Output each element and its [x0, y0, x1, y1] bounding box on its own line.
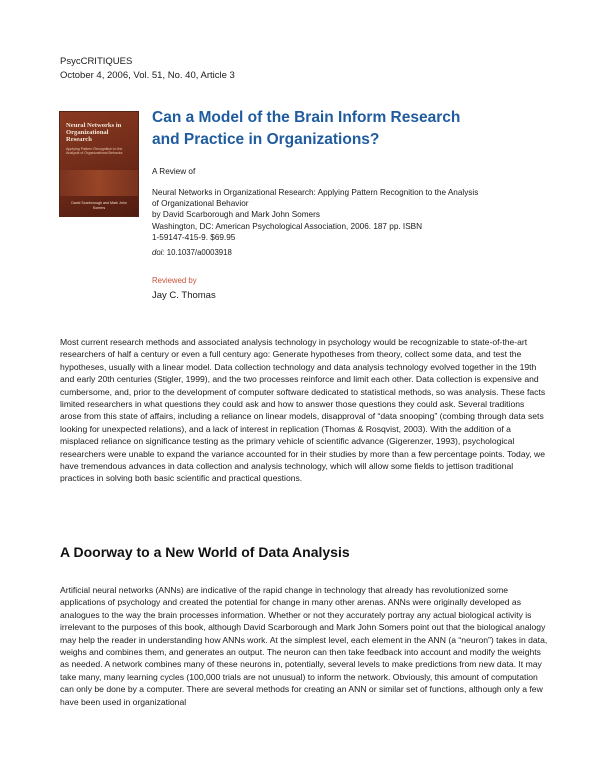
reviewed-by-label: Reviewed by	[152, 276, 197, 285]
section-heading: A Doorway to a New World of Data Analysis	[60, 544, 350, 560]
book-title: Neural Networks in Organizational Research: Applying Pattern Recognition to the Analysis of Organizational Behavior	[152, 188, 479, 208]
publisher-info: Washington, DC: American Psychological Association, 2006. 187 pp. ISBN	[152, 222, 423, 231]
review-of-label: A Review of	[152, 167, 196, 176]
isbn-price: 1-59147-415-9. $69.95	[152, 233, 236, 242]
cover-authors: David Scarborough and Mark John Somers	[71, 201, 127, 210]
cover-title: Neural Networks in Organizational Research	[66, 122, 122, 144]
journal-name: PsycCRITIQUES	[60, 56, 133, 67]
reviewer-name: Jay C. Thomas	[152, 290, 216, 301]
body-paragraph-1: Most current research methods and associated analysis technology in psychology would be recognizable to state-of-the-art researchers of half a century or even a full century ago: Generate hypotheses from theory, collect some data, and test the hypotheses, usually with a linear model. Data collection technology and data analysis technology evolved together in the 19th and early 20th centuries (Stigler, 1999), and the two processes reinforce and limit each other. Data collection is expensive and cumbersome, and, prior to the development of computer software dedicated to statistical methods, so was analysis. These facts limited researchers in what questions they could ask and how to answer those questions they could ask. Several traditions arose from this state of affairs, including a reliance on linear models, disapproval of “data snooping” (combing through data sets looking for unexpected relations), and a lack of interest in replication (Thomas & Rosqvist, 2003). With the addition of a misplaced reliance on significance testing as the primary vehicle of scientific advance (Gigerenzer, 1993), psychological researchers were unable to expand the variance accounted for in their studies by more than a few percentage points. Today, we have tremendous advances in data collection and analysis technology, which will allow some fields to jettison traditional practices in solving both basic scientific and practical questions.	[60, 337, 546, 484]
cover-subtitle: Applying Pattern Recognition to the Analysis of Organizational Behavior	[66, 147, 123, 156]
journal-header	[60, 55, 235, 83]
body-paragraph-2: Artificial neural networks (ANNs) are indicative of the rapid change in technology that already has revolutionized some applications of psychology and created the potential for change in many other arenas. ANNs were originally developed as analogues to the way the brain processes information. Whether or not they accurately portray any actual biological activity is irrelevant to the purposes of this book, although David Scarborough and Mark John Somers point out that the biological analogy may help the reader in understanding how ANNs work. At the simplest level, each element in the ANN (a “neuron”) takes in data, weighs and combines them, and generates an output. The neuron can then take feedback into account and modify the weights as needed. A network combines many of these neurons in, potentially, several levels to make predictions from new data. It may take many, many learning cycles (100,000 trials are not unusual) to inform the network. Obviously, this amount of computation can only be done by a computer. There are several methods for creating an ANN or similar set of functions, although only a few have been used in organizational	[60, 585, 548, 707]
doi-line	[152, 247, 232, 258]
journal-citation: October 4, 2006, Vol. 51, No. 40, Article 3	[60, 70, 235, 81]
book-cover-image	[60, 112, 138, 216]
review-title: Can a Model of the Brain Inform Research and Practice in Organizations?	[152, 109, 461, 148]
doi-value: 10.1037/a0003918	[166, 248, 232, 257]
book-authors: by David Scarborough and Mark John Somers	[152, 210, 320, 219]
cover-decoration	[60, 170, 138, 196]
doi-label: doi:	[152, 248, 165, 257]
